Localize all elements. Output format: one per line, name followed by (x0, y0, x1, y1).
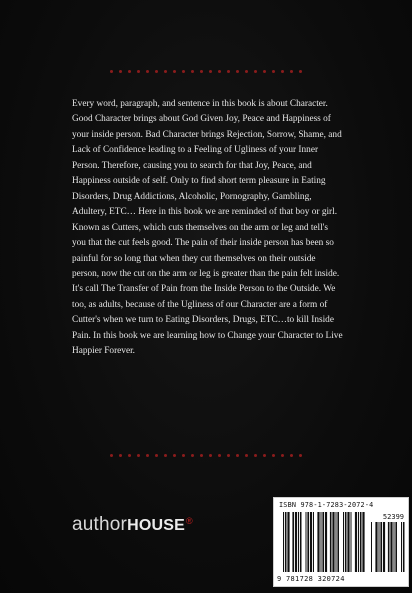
divider-dot (218, 454, 221, 457)
divider-dot (290, 70, 293, 73)
divider-dot (146, 70, 149, 73)
divider-dot (218, 70, 221, 73)
publisher-logo-author: author (72, 514, 128, 535)
divider-dot (281, 70, 284, 73)
divider-dot (299, 70, 302, 73)
divider-dot (245, 70, 248, 73)
divider-dot (254, 70, 257, 73)
divider-dot (272, 70, 275, 73)
addon-bars-icon (371, 522, 405, 572)
publisher-logo-house: HOUSE (127, 517, 185, 534)
divider-dot (281, 454, 284, 457)
price-code: 52399 (382, 513, 404, 521)
divider-dot (290, 454, 293, 457)
publisher-logo (72, 514, 193, 536)
divider-dot (191, 454, 194, 457)
divider-dot (227, 454, 230, 457)
top-dotted-divider (0, 70, 412, 73)
divider-dot (272, 454, 275, 457)
ean-digits: 9 781728 320724 (277, 575, 345, 583)
divider-dot (245, 454, 248, 457)
bottom-dotted-divider (0, 454, 412, 457)
divider-dot (236, 454, 239, 457)
divider-dot (209, 70, 212, 73)
registered-mark-icon: ® (185, 516, 193, 526)
divider-dot (164, 70, 167, 73)
divider-dot (164, 454, 167, 457)
divider-dot (254, 454, 257, 457)
divider-dot (110, 454, 113, 457)
divider-dot (155, 454, 158, 457)
divider-dot (209, 454, 212, 457)
divider-dot (263, 454, 266, 457)
divider-dot (146, 454, 149, 457)
ean-bars-icon (283, 512, 367, 572)
divider-dot (200, 70, 203, 73)
divider-dot (110, 70, 113, 73)
divider-dot (182, 454, 185, 457)
divider-dot (173, 454, 176, 457)
divider-dot (137, 454, 140, 457)
divider-dot (119, 454, 122, 457)
divider-dot (200, 454, 203, 457)
divider-dot (119, 70, 122, 73)
divider-dot (299, 454, 302, 457)
divider-dot (191, 70, 194, 73)
divider-dot (182, 70, 185, 73)
back-cover-blurb: Every word, paragraph, and sentence in this book is about Character. Good Character brings about God Given Joy, Peace and Happiness of your inside person. Bad Character brings Rejection, Sorrow, Shame, and Lack of Confidence leading to a Feeling of Ugliness of your Inner Person. Therefore, causing you to search for that Joy, Peace, and Happiness outside of self. Only to find short term pleasure in Eating Disorders, Drug Addictions, Alcoholic, Pornography, Gambling, Adultery, ETC… Here in this book we are reminded of that boy or girl. Known as Cutters, which cuts themselves on the arm or leg and tell's you that the cut feels good. The pain of their inside person has been so painful for so long that when they cut themselves on their outside person, now the cut on the arm or leg is greater than the pain felt inside. It's call The Transfer of Pain from the Inside Person to the Outside. We too, as adults, because of the Ugliness of our Character are a form of Cutter's when we turn to Eating Disorders, Drugs, ETC…to kill Inside Pain. In this book we are learning how to Change your Character to Live Happier Forever. (72, 99, 343, 357)
divider-dot (263, 70, 266, 73)
divider-dot (137, 70, 140, 73)
isbn-label: ISBN 978-1-7283-2072-4 (279, 501, 374, 509)
isbn-barcode (273, 497, 409, 587)
divider-dot (155, 70, 158, 73)
divider-dot (236, 70, 239, 73)
divider-dot (128, 70, 131, 73)
divider-dot (227, 70, 230, 73)
divider-dot (128, 454, 131, 457)
divider-dot (173, 70, 176, 73)
